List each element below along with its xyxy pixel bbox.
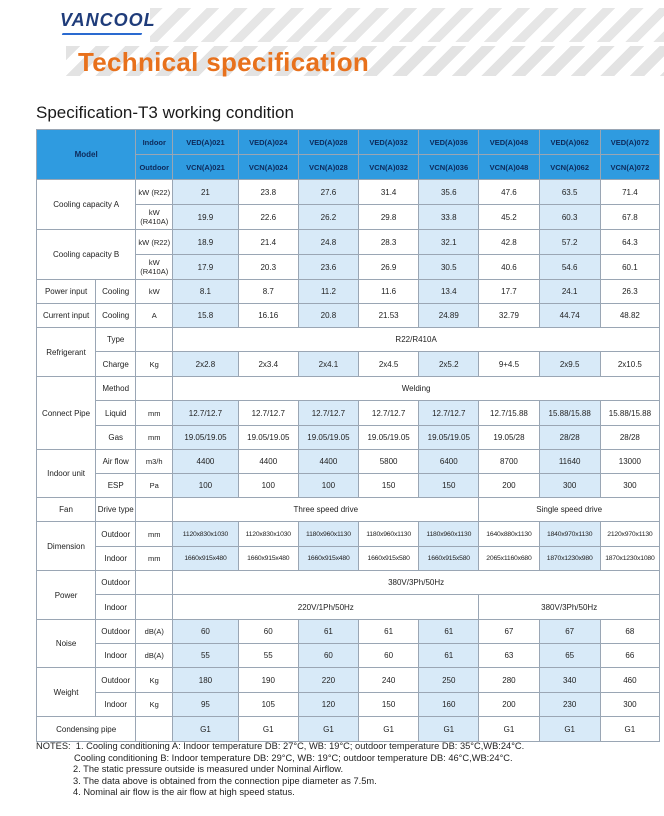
- sub-label: Air flow: [96, 450, 136, 474]
- merged-value: Single speed drive: [479, 498, 660, 522]
- unit-cell: kW (R22): [136, 230, 173, 255]
- sub-label: Outdoor: [96, 668, 136, 693]
- unit-cell: Pa: [136, 474, 173, 498]
- value-cell: 17.7: [479, 280, 539, 304]
- value-cell: 460: [600, 668, 659, 693]
- value-cell: G1: [479, 717, 539, 742]
- value-cell: 19.05/19.05: [238, 426, 298, 450]
- value-cell: 65: [539, 644, 600, 668]
- merged-value: Welding: [173, 377, 660, 401]
- value-cell: 67: [479, 620, 539, 644]
- unit-cell: [136, 717, 173, 742]
- value-cell: 12.7/15.88: [479, 401, 539, 426]
- note-4: 4. Nominal air flow is the air flow at high speed status.: [73, 787, 295, 798]
- spec-table: [36, 129, 660, 742]
- power-label: Power: [37, 571, 96, 620]
- unit-cell: kW: [136, 280, 173, 304]
- unit-cell: A: [136, 304, 173, 328]
- value-cell: 19.05/19.05: [298, 426, 358, 450]
- value-cell: 15.88/15.88: [600, 401, 659, 426]
- header-row-indoor: [37, 130, 660, 155]
- connect-pipe-label: Connect Pipe: [37, 377, 96, 450]
- value-cell: 8700: [479, 450, 539, 474]
- outdoor-model: VCN(A)032: [359, 155, 419, 180]
- value-cell: 19.05/19.05: [419, 426, 479, 450]
- value-cell: 68: [600, 620, 659, 644]
- value-cell: G1: [359, 717, 419, 742]
- value-cell: 19.05/19.05: [359, 426, 419, 450]
- value-cell: 26.2: [298, 205, 358, 230]
- table-row: [37, 644, 660, 668]
- value-cell: 1180x960x1130: [419, 522, 479, 547]
- value-cell: 12.7/12.7: [359, 401, 419, 426]
- table-row: [37, 620, 660, 644]
- value-cell: 26.3: [600, 280, 659, 304]
- value-cell: 28/28: [600, 426, 659, 450]
- value-cell: 44.74: [539, 304, 600, 328]
- value-cell: 55: [173, 644, 238, 668]
- value-cell: 12.7/12.7: [173, 401, 238, 426]
- merged-value: 380V/3Ph/50Hz: [173, 571, 660, 595]
- value-cell: 33.8: [419, 205, 479, 230]
- value-cell: 23.8: [238, 180, 298, 205]
- value-cell: 2120x970x1130: [600, 522, 659, 547]
- value-cell: 40.6: [479, 255, 539, 280]
- unit-cell: dB(A): [136, 644, 173, 668]
- value-cell: 200: [479, 474, 539, 498]
- merged-value: Three speed drive: [173, 498, 479, 522]
- value-cell: 300: [600, 693, 659, 717]
- value-cell: 2x10.5: [600, 352, 659, 377]
- value-cell: 2x4.5: [359, 352, 419, 377]
- model-header: Model: [37, 130, 136, 180]
- value-cell: 1660x915x480: [173, 547, 238, 571]
- unit-cell: Kg: [136, 668, 173, 693]
- value-cell: 13000: [600, 450, 659, 474]
- indoor-model: VED(A)032: [359, 130, 419, 155]
- value-cell: 100: [238, 474, 298, 498]
- table-row: [37, 352, 660, 377]
- unit-cell: mm: [136, 426, 173, 450]
- unit-cell: mm: [136, 522, 173, 547]
- table-row: [37, 717, 660, 742]
- value-cell: 4400: [238, 450, 298, 474]
- sub-label: Liquid: [96, 401, 136, 426]
- outdoor-model: VCN(A)028: [298, 155, 358, 180]
- note-1b: Cooling conditioning B: Indoor temperature DB: 29°C, WB: 19°C; outdoor temperature DB: 46°C,WB:24°C.: [74, 752, 513, 763]
- merged-value: 220V/1Ph/50Hz: [173, 595, 479, 620]
- value-cell: 29.8: [359, 205, 419, 230]
- value-cell: 12.7/12.7: [419, 401, 479, 426]
- unit-cell: [136, 328, 173, 352]
- value-cell: 5800: [359, 450, 419, 474]
- value-cell: 60.3: [539, 205, 600, 230]
- value-cell: 1120x830x1030: [173, 522, 238, 547]
- note-line: [36, 741, 656, 753]
- sub-label: Outdoor: [96, 522, 136, 547]
- unit-cell: kW (R410A): [136, 255, 173, 280]
- value-cell: 60: [298, 644, 358, 668]
- condensing-pipe-label: Condensing pipe: [37, 717, 136, 742]
- value-cell: 28/28: [539, 426, 600, 450]
- unit-cell: Kg: [136, 352, 173, 377]
- outdoor-model: VCN(A)072: [600, 155, 659, 180]
- refrigerant-label: Refrigerant: [37, 328, 96, 377]
- value-cell: 150: [419, 474, 479, 498]
- value-cell: 45.2: [479, 205, 539, 230]
- table-row: [37, 498, 660, 522]
- value-cell: 6400: [419, 450, 479, 474]
- table-row: [37, 522, 660, 547]
- value-cell: 4400: [173, 450, 238, 474]
- page-title: Technical specification: [78, 47, 370, 77]
- dimension-label: Dimension: [37, 522, 96, 571]
- value-cell: 19.05/28: [479, 426, 539, 450]
- value-cell: 11.6: [359, 280, 419, 304]
- value-cell: 95: [173, 693, 238, 717]
- unit-cell: [136, 571, 173, 595]
- indoor-header: Indoor: [136, 130, 173, 155]
- value-cell: 28.3: [359, 230, 419, 255]
- unit-cell: [136, 595, 173, 620]
- value-cell: 61: [419, 620, 479, 644]
- value-cell: 27.6: [298, 180, 358, 205]
- value-cell: 15.8: [173, 304, 238, 328]
- value-cell: 22.6: [238, 205, 298, 230]
- value-cell: 61: [419, 644, 479, 668]
- value-cell: 64.3: [600, 230, 659, 255]
- value-cell: 19.05/19.05: [173, 426, 238, 450]
- unit-cell: [136, 498, 173, 522]
- notes-prefix: NOTES:: [36, 741, 71, 751]
- value-cell: 67: [539, 620, 600, 644]
- value-cell: 47.6: [479, 180, 539, 205]
- value-cell: 42.8: [479, 230, 539, 255]
- value-cell: 21.53: [359, 304, 419, 328]
- note-3: 3. The data above is obtained from the connection pipe diameter as 7.5m.: [73, 775, 377, 786]
- value-cell: 61: [359, 620, 419, 644]
- value-cell: 21.4: [238, 230, 298, 255]
- value-cell: 13.4: [419, 280, 479, 304]
- value-cell: 340: [539, 668, 600, 693]
- value-cell: 12.7/12.7: [238, 401, 298, 426]
- value-cell: 1870x1230x1080: [600, 547, 659, 571]
- noise-label: Noise: [37, 620, 96, 668]
- value-cell: 2x9.5: [539, 352, 600, 377]
- value-cell: 60: [238, 620, 298, 644]
- value-cell: G1: [600, 717, 659, 742]
- table-row: [37, 595, 660, 620]
- unit-cell: kW (R22): [136, 180, 173, 205]
- value-cell: 2x5.2: [419, 352, 479, 377]
- value-cell: 1180x960x1130: [298, 522, 358, 547]
- value-cell: 67.8: [600, 205, 659, 230]
- value-cell: 11640: [539, 450, 600, 474]
- value-cell: 32.79: [479, 304, 539, 328]
- sub-label: Drive type: [96, 498, 136, 522]
- value-cell: 100: [298, 474, 358, 498]
- table-row: [37, 426, 660, 450]
- value-cell: 240: [359, 668, 419, 693]
- table-row: [37, 450, 660, 474]
- value-cell: 32.1: [419, 230, 479, 255]
- value-cell: 300: [600, 474, 659, 498]
- value-cell: 2x4.1: [298, 352, 358, 377]
- value-cell: 21: [173, 180, 238, 205]
- logo-swoosh: [62, 33, 143, 35]
- indoor-model: VED(A)072: [600, 130, 659, 155]
- indoor-model: VED(A)036: [419, 130, 479, 155]
- sub-label: Cooling: [96, 280, 136, 304]
- header-stripe-band: [150, 8, 664, 42]
- value-cell: 30.5: [419, 255, 479, 280]
- unit-cell: m3/h: [136, 450, 173, 474]
- value-cell: 24.1: [539, 280, 600, 304]
- outdoor-header: Outdoor: [136, 155, 173, 180]
- table-row: [37, 180, 660, 205]
- value-cell: 61: [298, 620, 358, 644]
- value-cell: 2x2.8: [173, 352, 238, 377]
- value-cell: 150: [359, 693, 419, 717]
- power-input-label: Power input: [37, 280, 96, 304]
- brand-logo: VANCOOL: [60, 10, 156, 30]
- sub-label: Charge: [96, 352, 136, 377]
- unit-cell: dB(A): [136, 620, 173, 644]
- value-cell: 20.8: [298, 304, 358, 328]
- note-line: [36, 787, 656, 799]
- value-cell: 2065x1160x680: [479, 547, 539, 571]
- value-cell: 63.5: [539, 180, 600, 205]
- table-row: [37, 668, 660, 693]
- note-2: 2. The static pressure outside is measured under Nominal Airflow.: [73, 764, 344, 775]
- table-row: [37, 401, 660, 426]
- value-cell: 1660x915x480: [238, 547, 298, 571]
- note-line: [36, 753, 656, 765]
- table-row: [37, 571, 660, 595]
- section-title: Specification-T3 working condition: [36, 103, 294, 122]
- outdoor-model: VCN(A)024: [238, 155, 298, 180]
- value-cell: 160: [419, 693, 479, 717]
- value-cell: 60: [173, 620, 238, 644]
- value-cell: 180: [173, 668, 238, 693]
- indoor-model: VED(A)048: [479, 130, 539, 155]
- value-cell: 12.7/12.7: [298, 401, 358, 426]
- value-cell: 20.3: [238, 255, 298, 280]
- value-cell: 66: [600, 644, 659, 668]
- value-cell: 54.6: [539, 255, 600, 280]
- value-cell: 71.4: [600, 180, 659, 205]
- notes-block: [36, 741, 656, 799]
- value-cell: 11.2: [298, 280, 358, 304]
- weight-label: Weight: [37, 668, 96, 717]
- unit-cell: kW (R410A): [136, 205, 173, 230]
- value-cell: 55: [238, 644, 298, 668]
- value-cell: 1640x880x1130: [479, 522, 539, 547]
- value-cell: 150: [359, 474, 419, 498]
- value-cell: 18.9: [173, 230, 238, 255]
- note-line: [36, 764, 656, 776]
- table-row: [37, 304, 660, 328]
- sub-label: Outdoor: [96, 571, 136, 595]
- value-cell: 9+4.5: [479, 352, 539, 377]
- value-cell: 200: [479, 693, 539, 717]
- value-cell: G1: [238, 717, 298, 742]
- value-cell: 100: [173, 474, 238, 498]
- value-cell: 1660x915x580: [359, 547, 419, 571]
- value-cell: 57.2: [539, 230, 600, 255]
- indoor-model: VED(A)024: [238, 130, 298, 155]
- note-1a: 1. Cooling conditioning A: Indoor temperature DB: 27°C, WB: 19°C; outdoor temperature DB: 35°C,WB:24°C.: [75, 741, 525, 751]
- value-cell: 4400: [298, 450, 358, 474]
- value-cell: 35.6: [419, 180, 479, 205]
- outdoor-model: VCN(A)021: [173, 155, 238, 180]
- value-cell: 17.9: [173, 255, 238, 280]
- table-row: [37, 328, 660, 352]
- table-row: [37, 547, 660, 571]
- value-cell: G1: [539, 717, 600, 742]
- value-cell: 120: [298, 693, 358, 717]
- value-cell: 250: [419, 668, 479, 693]
- value-cell: 24.8: [298, 230, 358, 255]
- outdoor-model: VCN(A)048: [479, 155, 539, 180]
- table-row: [37, 230, 660, 255]
- value-cell: 48.82: [600, 304, 659, 328]
- value-cell: 16.16: [238, 304, 298, 328]
- value-cell: 60: [359, 644, 419, 668]
- current-input-label: Current input: [37, 304, 96, 328]
- value-cell: 105: [238, 693, 298, 717]
- sub-label: Type: [96, 328, 136, 352]
- value-cell: 15.88/15.88: [539, 401, 600, 426]
- indoor-model: VED(A)028: [298, 130, 358, 155]
- value-cell: 19.9: [173, 205, 238, 230]
- outdoor-model: VCN(A)036: [419, 155, 479, 180]
- value-cell: 1660x915x480: [298, 547, 358, 571]
- unit-cell: [136, 377, 173, 401]
- table-row: [37, 377, 660, 401]
- value-cell: 31.4: [359, 180, 419, 205]
- sub-label: Cooling: [96, 304, 136, 328]
- sub-label: Indoor: [96, 644, 136, 668]
- fan-label: Fan: [37, 498, 96, 522]
- value-cell: 1120x830x1030: [238, 522, 298, 547]
- sub-label: ESP: [96, 474, 136, 498]
- value-cell: 1660x915x580: [419, 547, 479, 571]
- value-cell: 220: [298, 668, 358, 693]
- value-cell: 60.1: [600, 255, 659, 280]
- note-line: [36, 776, 656, 788]
- value-cell: G1: [173, 717, 238, 742]
- indoor-model: VED(A)062: [539, 130, 600, 155]
- sub-label: Outdoor: [96, 620, 136, 644]
- indoor-unit-label: Indoor unit: [37, 450, 96, 498]
- merged-value: 380V/3Ph/50Hz: [479, 595, 660, 620]
- sub-label: Method: [96, 377, 136, 401]
- value-cell: 23.6: [298, 255, 358, 280]
- outdoor-model: VCN(A)062: [539, 155, 600, 180]
- value-cell: 280: [479, 668, 539, 693]
- value-cell: 1870x1230x980: [539, 547, 600, 571]
- value-cell: 24.89: [419, 304, 479, 328]
- value-cell: 63: [479, 644, 539, 668]
- value-cell: 26.9: [359, 255, 419, 280]
- table-row: [37, 280, 660, 304]
- value-cell: G1: [419, 717, 479, 742]
- value-cell: 8.1: [173, 280, 238, 304]
- sub-label: Indoor: [96, 547, 136, 571]
- sub-label: Indoor: [96, 595, 136, 620]
- indoor-model: VED(A)021: [173, 130, 238, 155]
- value-cell: 8.7: [238, 280, 298, 304]
- value-cell: 190: [238, 668, 298, 693]
- sub-label: Gas: [96, 426, 136, 450]
- cooling-b-label: Cooling capacity B: [37, 230, 136, 280]
- cooling-a-label: Cooling capacity A: [37, 180, 136, 230]
- value-cell: G1: [298, 717, 358, 742]
- unit-cell: mm: [136, 401, 173, 426]
- value-cell: 230: [539, 693, 600, 717]
- value-cell: 300: [539, 474, 600, 498]
- value-cell: 1840x970x1130: [539, 522, 600, 547]
- unit-cell: mm: [136, 547, 173, 571]
- value-cell: 1180x960x1130: [359, 522, 419, 547]
- value-cell: 2x3.4: [238, 352, 298, 377]
- table-row: [37, 693, 660, 717]
- sub-label: Indoor: [96, 693, 136, 717]
- table-row: [37, 474, 660, 498]
- unit-cell: Kg: [136, 693, 173, 717]
- merged-value: R22/R410A: [173, 328, 660, 352]
